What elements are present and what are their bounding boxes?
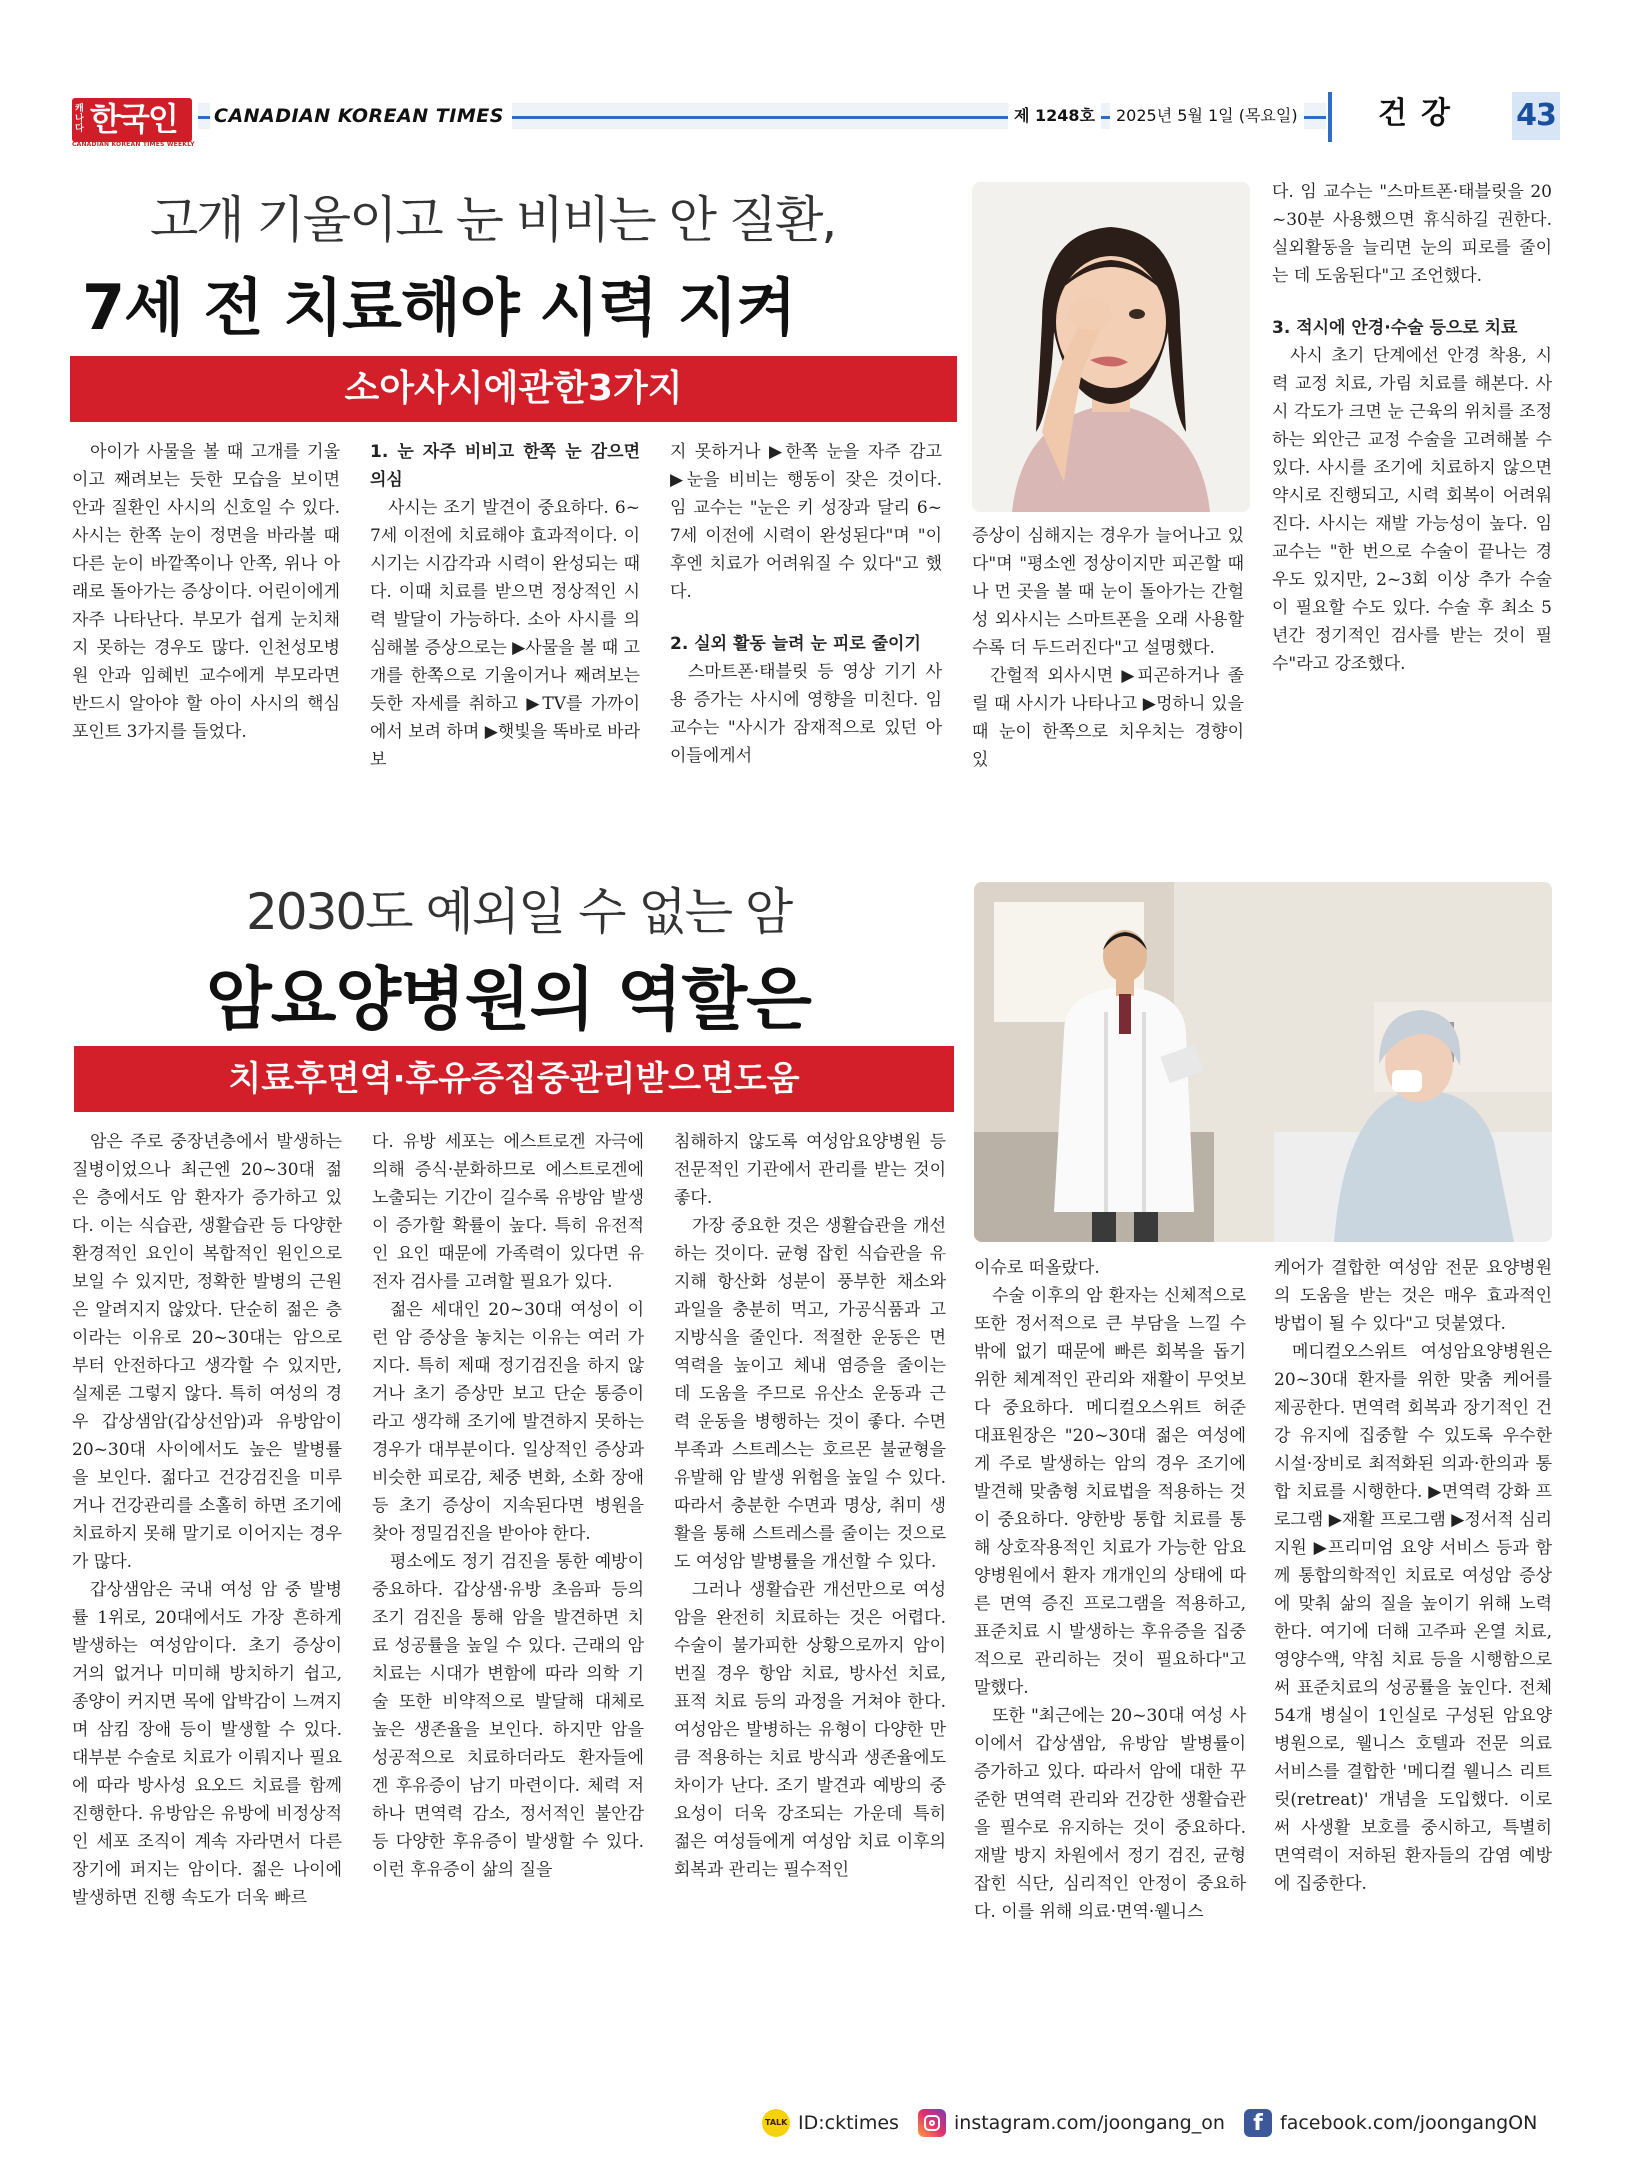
paragraph: 스마트폰·태블릿 등 영상 기기 사용 증가는 사시에 영향을 미친다. 임 교수는 "사시가 잠재적으로 있던 아이들에게서 [670,662,942,766]
subheading: 3. 적시에 안경·수술 등으로 치료 [1272,318,1518,338]
subheading: 2. 실외 활동 늘려 눈 피로 줄이기 [670,634,921,654]
masthead-logo [72,98,192,142]
logo-text: 한국인 [90,100,177,138]
kakao-contact[interactable] [762,2108,899,2138]
issue-date: 2025년 5월 1일 (목요일) [1110,103,1304,129]
article2-column-4 [974,1254,1246,2083]
paragraph: 사시 초기 단계에선 안경 착용, 시력 교정 치료, 가림 치료를 해본다. 사시 각도가 크면 눈 근육의 위치를 조정하는 외안근 교정 수술을 고려해볼 수 있다. 사시를 조기에 치료하지 않으면 약시로 진행되고, 시력 회복이 어려워진다. 사시는 재발 가능성이 높다. 임 교수는 "한 번으로 수술이 끝나는 경우도 있지만, 2~3회 이상 추가 수술이 필요할 수도 있다. 수술 후 최소 5년간 정기적인 검사를 받는 것이 필수"라고 강조했다. [1272,346,1552,674]
paragraph: 그러나 생활습관 개선만으로 여성 암을 완전히 치료하는 것은 어렵다. 수술이 불가피한 상황으로까지 암이 번질 경우 항암 치료, 방사선 치료, 표적 치료 등의 과정을 거쳐야 한다. 여성암은 발병하는 유형이 다양한 만큼 적용하는 치료 방식과 생존율에도 차이가 난다. 조기 발견과 예방의 중요성이 더욱 강조되는 가운데 특히 젊은 여성들에게 여성암 치료 이후의 회복과 관리는 필수적인 [674,1580,946,1880]
article1-column-4 [972,522,1244,830]
instagram-icon [918,2109,946,2137]
paragraph: 아이가 사물을 볼 때 고개를 기울이고 째려보는 듯한 모습을 보이면 안과 질환인 사시의 신호일 수 있다. 사시는 한쪽 눈이 정면을 바라볼 때 다른 눈이 바깥쪽이나 안쪽, 위나 아래로 돌아가는 증상이다. 어린이에게 자주 나타난다. 부모가 쉽게 눈치채지 못하는 경우도 많다. 인천성모병원 안과 임혜빈 교수에게 부모라면 반드시 알아야 할 아이 사시의 핵심 포인트 3가지를 들었다. [72,442,340,742]
facebook-url: facebook.com/joongangON [1280,2112,1538,2134]
facebook-link[interactable] [1244,2108,1537,2138]
paragraph: 다. 임 교수는 "스마트폰·태블릿을 20~30분 사용했으면 휴식하길 권한다. 실외활동을 늘리면 눈의 피로를 줄이는 데 도움된다"고 조언했다. [1272,182,1552,286]
paragraph: 젊은 세대인 20~30대 여성이 이런 암 증상을 놓치는 이유는 여러 가지다. 특히 제때 정기검진을 하지 않거나 초기 증상만 보고 단순 통증이라고 생각해 조기에 발견하지 못하는 경우가 대부분이다. 일상적인 증상과 비슷한 피로감, 체중 변화, 소화 장애 등 초기 증상이 지속된다면 병원을 찾아 정밀검진을 받아야 한다. [372,1300,644,1544]
paragraph: 또한 "최근에는 20~30대 여성 사이에서 갑상샘암, 유방암 발병률이 증가하고 있다. 따라서 암에 대한 꾸준한 면역력 관리와 건강한 생활습관을 필수로 유지하는 것이 중요하다. 재발 방지 차원에서 정기 검진, 균형 잡힌 식단, 심리적인 안정이 중요하다. 이를 위해 의료·면역·웰니스 [974,1706,1246,1922]
article1-column-2 [370,438,640,828]
paragraph: 수술 이후의 암 환자는 신체적으로 또한 정서적으로 큰 부담을 느낄 수밖에 없기 때문에 빠른 회복을 돕기 위한 체계적인 관리와 재활이 무엇보다 중요하다. 메디컬오스위트 허준 대표원장은 "20~30대 젊은 여성에게 주로 발생하는 암의 경우 조기에 발견해 맞춤형 치료법을 적용하는 것이 중요하다. 양한방 통합 치료를 통해 상호작용적인 치료가 가능한 암요양병원에서 환자 개개인의 상태에 따른 면역 증진 프로그램을 적용하고, 표준치료 시 발생하는 후유증을 집중적으로 관리하는 것이 필요하다"고 말했다. [974,1286,1246,1698]
facebook-icon: f [1244,2109,1272,2137]
subheading: 1. 눈 자주 비비고 한쪽 눈 감으면 의심 [370,442,640,490]
paragraph: 사시는 조기 발견이 중요하다. 6~7세 이전에 치료해야 효과적이다. 이 시기는 시감각과 시력이 완성되는 때다. 이때 치료를 받으면 정상적인 시력 발달이 가능하다. 소아 사시를 의심해볼 증상으로는 ▶사물을 볼 때 고개를 한쪽으로 기울이거나 째려보는 듯한 자세를 취하고 ▶TV를 가까이에서 보려 하며 ▶햇빛을 똑바로 바라보 [370,498,640,770]
article1-column-1 [72,438,340,828]
article2-column-5 [1274,1254,1552,2083]
instagram-link[interactable] [918,2108,1225,2138]
paragraph: 간헐적 외사시면 ▶피곤하거나 졸릴 때 사시가 나타나고 ▶멍하니 있을 때 눈이 한쪽으로 치우치는 경향이 있 [972,666,1244,770]
paragraph: 가장 중요한 것은 생활습관을 개선하는 것이다. 균형 잡힌 식습관을 유지해 항산화 성분이 풍부한 채소와 과일을 충분히 먹고, 가공식품과 고지방식을 줄인다. 적절한 운동은 면역력을 높이고 체내 염증을 줄이는 데 도움을 주므로 유산소 운동과 근력 운동을 병행하는 것이 좋다. 수면 부족과 스트레스는 호르몬 불균형을 유발해 암 발생 위험을 높일 수 있다. 따라서 충분한 수면과 명상, 취미 생활을 통해 스트레스를 줄이는 것으로도 여성암 발병률을 개선할 수 있다. [674,1216,946,1572]
article2-column-3 [674,1128,946,2083]
article2-title: 암요양병원의 역할은 [206,961,811,1040]
paragraph: 메디컬오스위트 여성암요양병원은 20~30대 환자를 위한 맞춤 케어를 제공한다. 면역력 회복과 장기적인 건강 유지에 집중할 수 있도록 우수한 시설·장비로 최적화된 의과·한의과 통합 치료를 시행한다. ▶면역력 강화 프로그램 ▶재활 프로그램 ▶정서적 심리 지원 ▶프리미엄 요양 서비스 등과 함께 통합의학적인 치료로 여성암 증상에 맞춰 삶의 질을 높이기 위해 노력한다. 여기에 더해 고주파 온열 치료, 영양수액, 약침 치료 등을 시행함으로써 표준치료의 성공률을 높인다. 전체 54개 병실이 1인실로 구성된 암요양병원으로, 웰니스 호텔과 전문 의료 서비스를 결합한 '메디컬 웰니스 리트릿(retreat)' 개념을 도입했다. 이로써 사생활 보호를 중시하고, 특별히 면역력이 저하된 환자들의 감염 예방에 집중한다. [1274,1342,1552,1894]
article1-banner: 소아사시에관한3가지 [70,356,957,422]
kakaotalk-icon: TALK [762,2109,790,2137]
kakao-id: ID:cktimes [798,2112,899,2134]
section-title: 건강 [1378,96,1464,131]
paragraph: 지 못하거나 ▶한쪽 눈을 자주 감고 ▶눈을 비비는 행동이 잦은 것이다. 임 교수는 "눈은 키 성장과 달리 6~7세 이전에 시력이 완성된다"며 "이후엔 치료가 어려워질 수 있다"고 했다. [670,442,942,602]
article1-subtitle: 고개 기울이고 눈 비비는 안 질환, [150,191,836,249]
instagram-url: instagram.com/joongang_on [954,2112,1225,2134]
article2-banner: 치료후면역·후유증집중관리받으면도움 [74,1046,954,1112]
paragraph: 평소에도 정기 검진을 통한 예방이 중요하다. 갑상샘·유방 초음파 등의 조기 검진을 통해 암을 발견하면 치료 성공률을 높일 수 있다. 근래의 암 치료는 시대가 변함에 따라 의학 기술 또한 비약적으로 발달해 대체로 높은 생존율을 보인다. 하지만 암을 성공적으로 치료하더라도 환자들에겐 후유증이 남기 마련이다. 체력 저하나 면역력 감소, 정서적인 불안감 등 다양한 후유증이 발생할 수 있다. 이런 후유증이 삶의 질을 [372,1552,644,1880]
doctor-patient-photo [974,882,1552,1242]
publication-name: CANADIAN KOREAN TIMES [210,103,512,129]
paragraph: 증상이 심해지는 경우가 늘어나고 있다"며 "평소엔 정상이지만 피곤할 때나 먼 곳을 볼 때 눈이 돌아가는 간헐성 외사시는 스마트폰을 오래 사용할수록 더 두드러진다"고 설명했다. [972,526,1244,658]
girl-rubbing-eye-photo [972,182,1250,512]
page-number: 43 [1512,92,1560,140]
paragraph: 암은 주로 중장년층에서 발생하는 질병이었으나 최근엔 20~30대 젊은 층에서도 암 환자가 증가하고 있다. 이는 식습관, 생활습관 등 다양한 환경적인 요인이 복합적인 원인으로 보일 수 있지만, 정확한 발병의 근원은 알려지지 않았다. 단순히 젊은 층이라는 이유로 20~30대는 암으로부터 안전하다고 생각할 수 있지만, 실제론 그렇지 않다. 특히 여성의 경우 갑상샘암(갑상선암)과 유방암이 20~30대 사이에서도 높은 발병률을 보인다. 젊다고 건강검진을 미루거나 건강관리를 소홀히 하면 조기에 치료하지 못해 말기로 이어지는 경우가 많다. [72,1132,342,1572]
article1-column-3 [670,438,942,828]
paragraph: 침해하지 않도록 여성암요양병원 등 전문적인 기관에서 관리를 받는 것이 좋다. [674,1132,946,1208]
logo-side-text: 캐나다 [75,104,84,134]
issue-number: 제 1248호 [1008,103,1101,129]
article2-column-2 [372,1128,644,2083]
logo-subtitle: CANADIAN KOREAN TIMES WEEKLY [72,141,195,148]
header-divider [1328,92,1332,142]
paragraph: 다. 유방 세포는 에스트로겐 자극에 의해 증식·분화하므로 에스트로겐에 노출되는 기간이 길수록 유방암 발생이 증가할 확률이 높다. 특히 유전적인 요인 때문에 가족력이 있다면 유전자 검사를 고려할 필요가 있다. [372,1132,644,1292]
paragraph: 케어가 결합한 여성암 전문 요양병원의 도움을 받는 것은 매우 효과적인 방법이 될 수 있다"고 덧붙였다. [1274,1258,1552,1334]
article1-title: 7세 전 치료해야 시력 지켜 [82,271,796,344]
paragraph: 이슈로 떠올랐다. [974,1258,1100,1278]
paragraph: 갑상샘암은 국내 여성 암 중 발병률 1위로, 20대에서도 가장 흔하게 발생하는 여성암이다. 초기 증상이 거의 없거나 미미해 방치하기 쉽고, 종양이 커지면 목에 압박감이 느껴지며 삼킴 장애 등이 발생할 수 있다. 대부분 수술로 치료가 이뤄지나 필요에 따라 방사성 요오드 치료를 함께 진행한다. 유방암은 유방에 비정상적인 세포 조직이 계속 자라면서 다른 장기에 퍼지는 암이다. 젊은 나이에 발생하면 진행 속도가 더욱 빠르 [72,1580,342,1908]
article2-subtitle: 2030도 예외일 수 없는 암 [246,883,792,941]
article2-column-1 [72,1128,342,2083]
article1-column-5 [1272,178,1552,830]
